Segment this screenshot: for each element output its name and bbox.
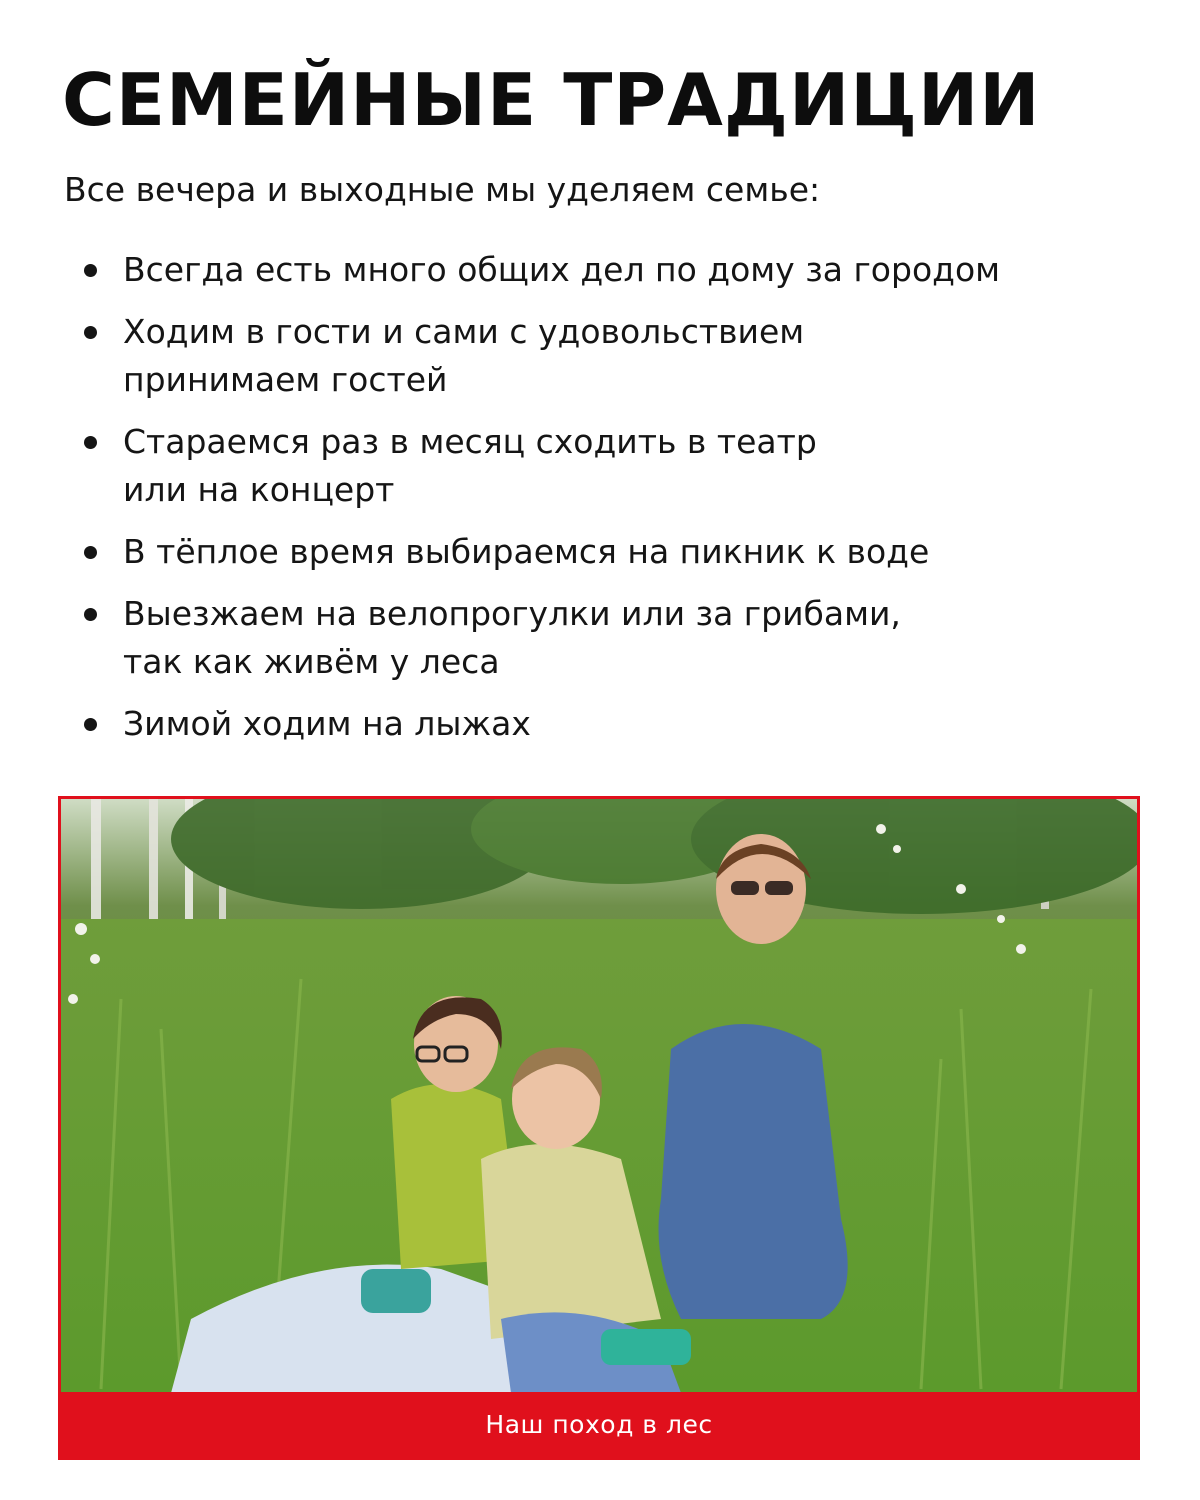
bullet-icon (84, 436, 97, 449)
list-item (0, 246, 1200, 294)
traditions-list (0, 246, 1200, 762)
list-item-text: или на концерт (123, 470, 395, 509)
list-item-text: Ходим в гости и сами с удовольствием (123, 312, 805, 351)
list-item-text: Стараемся раз в месяц сходить в театр (123, 422, 817, 461)
bullet-icon (84, 718, 97, 731)
list-item-text: так как живём у леса (123, 642, 500, 681)
caption-bar (61, 1392, 1137, 1457)
list-item (0, 528, 1200, 576)
family-picnic-photo (61, 799, 1137, 1393)
list-item-text: Зимой ходим на лыжах (123, 704, 531, 743)
list-item-text: В тёплое время выбираемся на пикник к воде (123, 532, 930, 571)
photo-card (58, 796, 1140, 1460)
intro-text: Все вечера и выходные мы уделяем семье: (64, 170, 821, 209)
page-title: СЕМЕЙНЫЕ ТРАДИЦИИ (62, 58, 1041, 142)
bullet-icon (84, 326, 97, 339)
bullet-icon (84, 546, 97, 559)
bullet-icon (84, 264, 97, 277)
list-item (0, 308, 1200, 404)
photo-caption: Наш поход в лес (485, 1409, 713, 1439)
list-item (0, 590, 1200, 686)
list-item (0, 418, 1200, 514)
lunch-box (601, 1329, 691, 1365)
list-item (0, 700, 1200, 748)
list-item-text: Всегда есть много общих дел по дому за городом (123, 250, 1001, 289)
bullet-icon (84, 608, 97, 621)
list-item-text: Выезжаем на велопрогулки или за грибами, (123, 594, 901, 633)
list-item-text: принимаем гостей (123, 360, 448, 399)
